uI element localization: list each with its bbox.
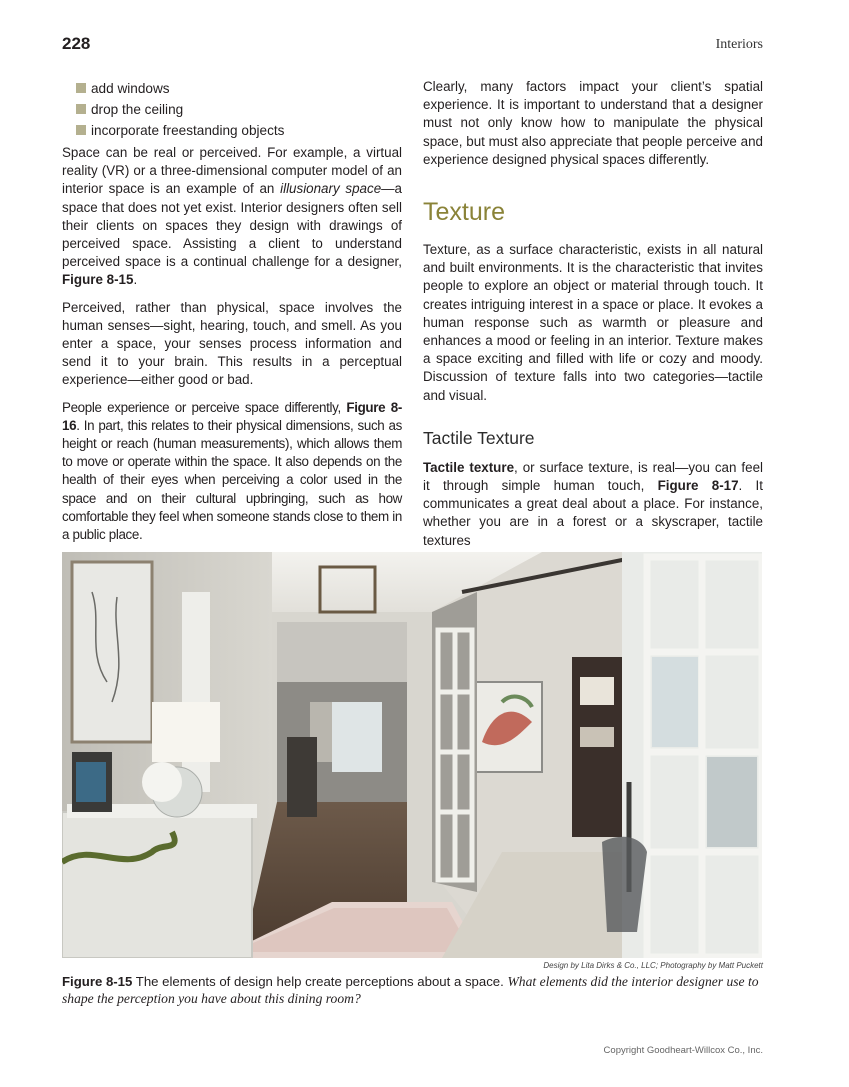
running-head: Interiors: [715, 37, 763, 52]
paragraph: Space can be real or perceived. For example, a virtual reality (VR) or a three-dimensional computer model of an interior space is an example of an illusionary space—a space that does not yet exist. Interior designers often sell their clients on spaces they design with drawings of perceived space. Assisting a client to understand perceived space is a continual challenge for a designer, Figure 8-15.: [62, 145, 402, 288]
figure-reference: Figure 8-15: [62, 272, 134, 288]
paragraph: Tactile texture, or surface texture, is real—you can feel it through simple human touch, Figure 8-17. It communicates a great deal about a place. For instance, whether you are in a forest or a skyscraper, tactile textures: [423, 459, 763, 548]
paragraph: Clearly, many factors impact your client’s spatial experience. It is important to understand that a designer must not only know how to manipulate the physical space, but must also appreciate that people perceive and experience designed physical spaces differently.: [423, 79, 763, 167]
bullet-list: [62, 78, 402, 141]
page-number: 228: [62, 34, 91, 53]
list-item: incorporate freestanding objects: [76, 120, 402, 141]
list-item: drop the ceiling: [76, 99, 402, 120]
interior-photo: [62, 552, 762, 958]
section-heading: Texture: [423, 198, 505, 227]
bullet-square-icon: [76, 104, 86, 114]
figure-label: Figure 8-15: [62, 974, 133, 989]
figure-reference: Figure 8-16: [62, 399, 402, 433]
photo-credit: Design by Lita Dirks & Co., LLC; Photography by Matt Puckett: [543, 961, 763, 970]
bullet-square-icon: [76, 125, 86, 135]
left-column: [62, 78, 402, 553]
paragraph: People experience or perceive space differently, Figure 8-16. In part, this relates to their physical dimensions, such as height or reach (human measurements), which allows them to move or operate within the space. It also depends on the health of their eyes when perceiving a color used in the space and on their cultural upbringing, such as how comfortable they feel when someone stands close to them in a public place.: [62, 399, 402, 543]
key-term: Tactile texture: [423, 459, 515, 475]
subsection-heading: Tactile Texture: [423, 427, 535, 448]
figure-reference: Figure 8-17: [657, 478, 739, 494]
figure-caption: Figure 8-15 The elements of design help create perceptions about a space. What elements did the interior designer use to shape the perception you have about this dining room?: [62, 974, 759, 1006]
caption-question: What elements did the interior designer use to shape the perception you have about this dining room?: [62, 974, 759, 1006]
copyright-notice: Copyright Goodheart-Willcox Co., Inc.: [603, 1045, 763, 1056]
paragraph: Texture, as a surface characteristic, exists in all natural and built environments. It is the characteristic that invites people to explore an object or material through touch. It creates intriguing interest in a space or place. It evokes a human response such as warmth or pleasure and enhances a mood or feeling in an interior. Texture makes a space exciting and filled with life or cozy and moody. Discussion of texture falls into two categories—tactile and visual.: [423, 242, 763, 403]
list-item: add windows: [76, 78, 402, 99]
bullet-square-icon: [76, 83, 86, 93]
paragraph: Perceived, rather than physical, space involves the human senses—sight, hearing, touch, and smell. As you enter a space, your senses process information and send it to your brain. This results in a perceptual experience—either good or bad.: [62, 299, 402, 388]
right-column: [423, 78, 763, 559]
